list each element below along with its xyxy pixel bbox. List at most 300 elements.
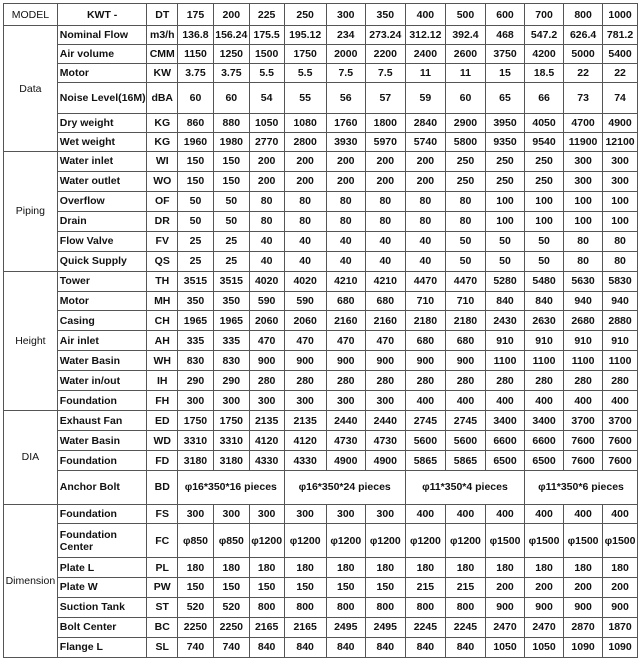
unit-label: QS <box>147 251 178 271</box>
item-label: Air inlet <box>57 331 147 351</box>
value-cell: 40 <box>249 231 284 251</box>
value-cell: 5830 <box>603 271 638 291</box>
value-cell: 3400 <box>486 411 525 431</box>
value-cell: 4210 <box>326 271 365 291</box>
unit-label: FD <box>147 451 178 471</box>
value-cell: 5480 <box>525 271 564 291</box>
value-cell: 2770 <box>249 133 284 152</box>
unit-label: ED <box>147 411 178 431</box>
value-cell: 80 <box>564 231 603 251</box>
value-cell: 136.8 <box>178 26 214 45</box>
value-cell: 11 <box>445 63 485 82</box>
value-cell: 250 <box>525 171 564 191</box>
value-cell: 4330 <box>284 451 326 471</box>
value-cell: 100 <box>486 211 525 231</box>
size-header: 400 <box>405 4 445 26</box>
value-cell: 3515 <box>213 271 249 291</box>
value-cell: 900 <box>486 597 525 617</box>
value-cell: 2470 <box>525 617 564 637</box>
value-cell: 150 <box>326 578 365 598</box>
value-cell: 2250 <box>213 617 249 637</box>
value-cell: 80 <box>326 211 365 231</box>
value-cell: 215 <box>405 578 445 598</box>
value-cell: 40 <box>326 231 365 251</box>
value-cell: 400 <box>405 504 445 524</box>
value-cell: 300 <box>365 391 405 411</box>
value-cell: 40 <box>405 231 445 251</box>
item-label: Flow Valve <box>57 231 147 251</box>
dimension-row <box>4 578 638 598</box>
kwt-header: KWT - <box>57 4 147 26</box>
value-cell: 2060 <box>284 311 326 331</box>
value-cell: 5400 <box>603 44 638 63</box>
value-cell: 1800 <box>365 114 405 133</box>
value-cell: 300 <box>284 504 326 524</box>
value-cell: 25 <box>213 231 249 251</box>
value-cell: 200 <box>326 151 365 171</box>
item-label: Tower <box>57 271 147 291</box>
height-row <box>4 311 638 331</box>
size-header: 800 <box>564 4 603 26</box>
value-cell: 50 <box>213 191 249 211</box>
size-header: 175 <box>178 4 214 26</box>
value-cell: 180 <box>213 558 249 578</box>
value-cell: 1750 <box>213 411 249 431</box>
item-label: Plate W <box>57 578 147 598</box>
dia-row <box>4 431 638 451</box>
value-cell: 1250 <box>213 44 249 63</box>
value-cell: 1080 <box>284 114 326 133</box>
value-cell: 80 <box>365 211 405 231</box>
dimension-row <box>4 558 638 578</box>
value-cell: 280 <box>405 371 445 391</box>
value-cell: 65 <box>486 82 525 113</box>
value-cell: 150 <box>284 578 326 598</box>
value-cell: 57 <box>365 82 405 113</box>
value-cell: 2000 <box>326 44 365 63</box>
value-cell: 200 <box>326 171 365 191</box>
value-cell: 5600 <box>405 431 445 451</box>
value-cell: 250 <box>445 151 485 171</box>
value-cell: 280 <box>284 371 326 391</box>
anchor-bolt-row <box>4 470 638 504</box>
value-cell: 5865 <box>405 451 445 471</box>
value-cell: 2180 <box>405 311 445 331</box>
value-cell: 910 <box>525 331 564 351</box>
value-cell: 470 <box>365 331 405 351</box>
value-cell: 830 <box>178 351 214 371</box>
data-row <box>4 82 638 113</box>
value-cell: 200 <box>284 151 326 171</box>
item-label: Motor <box>57 63 147 82</box>
value-cell: 4730 <box>326 431 365 451</box>
value-cell: 11900 <box>564 133 603 152</box>
value-cell: 2160 <box>326 311 365 331</box>
unit-label: dBA <box>147 82 178 113</box>
value-cell: 4120 <box>284 431 326 451</box>
value-cell: 200 <box>249 151 284 171</box>
data-row <box>4 114 638 133</box>
dimension-row <box>4 524 638 558</box>
value-cell: 3950 <box>486 114 525 133</box>
item-label: Foundation Center <box>57 524 147 558</box>
height-row <box>4 291 638 311</box>
unit-label: KW <box>147 63 178 82</box>
value-cell: 710 <box>445 291 485 311</box>
value-cell: 2135 <box>249 411 284 431</box>
height-row <box>4 391 638 411</box>
value-cell: 900 <box>249 351 284 371</box>
value-cell: 470 <box>326 331 365 351</box>
value-cell: 2745 <box>405 411 445 431</box>
value-cell: 900 <box>525 597 564 617</box>
value-cell: 1965 <box>213 311 249 331</box>
value-cell: 40 <box>365 251 405 271</box>
value-cell: 40 <box>405 251 445 271</box>
value-cell: 1980 <box>213 133 249 152</box>
height-row <box>4 371 638 391</box>
value-cell: 900 <box>405 351 445 371</box>
dimension-row <box>4 617 638 637</box>
value-cell: 4470 <box>405 271 445 291</box>
value-cell: 1100 <box>486 351 525 371</box>
value-cell: 280 <box>445 371 485 391</box>
dimension-row <box>4 504 638 524</box>
unit-label: BC <box>147 617 178 637</box>
value-cell: 2600 <box>445 44 485 63</box>
value-cell: φ1200 <box>249 524 284 558</box>
item-label: Quick Supply <box>57 251 147 271</box>
anchor-bolt-spec: φ16*350*16 pieces <box>178 470 285 504</box>
value-cell: 40 <box>365 231 405 251</box>
value-cell: 180 <box>365 558 405 578</box>
value-cell: 2440 <box>326 411 365 431</box>
value-cell: 4330 <box>249 451 284 471</box>
value-cell: 781.2 <box>603 26 638 45</box>
value-cell: 840 <box>249 637 284 657</box>
value-cell: 1760 <box>326 114 365 133</box>
value-cell: 6500 <box>525 451 564 471</box>
value-cell: 150 <box>178 151 214 171</box>
value-cell: 740 <box>213 637 249 657</box>
value-cell: 9540 <box>525 133 564 152</box>
value-cell: 830 <box>213 351 249 371</box>
piping-row <box>4 251 638 271</box>
value-cell: 2135 <box>284 411 326 431</box>
dia-row <box>4 411 638 431</box>
value-cell: 2430 <box>486 311 525 331</box>
value-cell: 80 <box>249 191 284 211</box>
value-cell: 11 <box>405 63 445 82</box>
value-cell: 200 <box>525 578 564 598</box>
value-cell: 22 <box>603 63 638 82</box>
value-cell: 680 <box>445 331 485 351</box>
value-cell: 680 <box>405 331 445 351</box>
size-header: 300 <box>326 4 365 26</box>
value-cell: 1870 <box>603 617 638 637</box>
value-cell: 2250 <box>178 617 214 637</box>
value-cell: 200 <box>486 578 525 598</box>
value-cell: 2400 <box>405 44 445 63</box>
value-cell: 300 <box>213 391 249 411</box>
unit-label: WD <box>147 431 178 451</box>
value-cell: 2495 <box>365 617 405 637</box>
value-cell: 2165 <box>249 617 284 637</box>
value-cell: 150 <box>213 578 249 598</box>
value-cell: 180 <box>326 558 365 578</box>
value-cell: 300 <box>365 504 405 524</box>
size-header: 200 <box>213 4 249 26</box>
item-label: Exhaust Fan <box>57 411 147 431</box>
item-label: Casing <box>57 311 147 331</box>
item-label: Water in/out <box>57 371 147 391</box>
value-cell: 250 <box>445 171 485 191</box>
item-label: Suction Tank <box>57 597 147 617</box>
unit-label: FV <box>147 231 178 251</box>
value-cell: 60 <box>213 82 249 113</box>
value-cell: 1050 <box>486 637 525 657</box>
item-label: Motor <box>57 291 147 311</box>
unit-label: FC <box>147 524 178 558</box>
value-cell: 840 <box>525 291 564 311</box>
value-cell: 7600 <box>603 451 638 471</box>
value-cell: 5740 <box>405 133 445 152</box>
value-cell: 400 <box>445 391 485 411</box>
value-cell: 3.75 <box>178 63 214 82</box>
value-cell: 910 <box>486 331 525 351</box>
value-cell: 900 <box>445 351 485 371</box>
value-cell: 5000 <box>564 44 603 63</box>
item-label: Nominal Flow <box>57 26 147 45</box>
value-cell: φ1500 <box>525 524 564 558</box>
unit-label: OF <box>147 191 178 211</box>
value-cell: 300 <box>249 391 284 411</box>
value-cell: 400 <box>564 504 603 524</box>
value-cell: 280 <box>365 371 405 391</box>
value-cell: 6500 <box>486 451 525 471</box>
value-cell: 3400 <box>525 411 564 431</box>
unit-label: WH <box>147 351 178 371</box>
item-label: Dry weight <box>57 114 147 133</box>
value-cell: 273.24 <box>365 26 405 45</box>
value-cell: 7.5 <box>365 63 405 82</box>
value-cell: 234 <box>326 26 365 45</box>
data-row <box>4 44 638 63</box>
value-cell: 2440 <box>365 411 405 431</box>
value-cell: 900 <box>284 351 326 371</box>
value-cell: 40 <box>249 251 284 271</box>
value-cell: 3310 <box>178 431 214 451</box>
value-cell: 300 <box>326 504 365 524</box>
unit-label: MH <box>147 291 178 311</box>
value-cell: 3310 <box>213 431 249 451</box>
value-cell: 50 <box>178 191 214 211</box>
value-cell: 800 <box>405 597 445 617</box>
value-cell: 4730 <box>365 431 405 451</box>
value-cell: 300 <box>564 171 603 191</box>
value-cell: 350 <box>213 291 249 311</box>
value-cell: 710 <box>405 291 445 311</box>
value-cell: 290 <box>213 371 249 391</box>
value-cell: 312.12 <box>405 26 445 45</box>
value-cell: 1150 <box>178 44 214 63</box>
value-cell: φ1200 <box>284 524 326 558</box>
value-cell: 900 <box>326 351 365 371</box>
piping-row <box>4 211 638 231</box>
value-cell: 5970 <box>365 133 405 152</box>
value-cell: 180 <box>603 558 638 578</box>
value-cell: 590 <box>249 291 284 311</box>
value-cell: 300 <box>284 391 326 411</box>
value-cell: φ1200 <box>365 524 405 558</box>
value-cell: 80 <box>405 211 445 231</box>
value-cell: 400 <box>486 391 525 411</box>
value-cell: 40 <box>284 231 326 251</box>
value-cell: 100 <box>564 211 603 231</box>
unit-label: CH <box>147 311 178 331</box>
value-cell: 100 <box>603 211 638 231</box>
value-cell: 250 <box>486 151 525 171</box>
value-cell: 1965 <box>178 311 214 331</box>
value-cell: 80 <box>365 191 405 211</box>
height-row <box>4 351 638 371</box>
value-cell: 860 <box>178 114 214 133</box>
value-cell: 180 <box>284 558 326 578</box>
unit-label: TH <box>147 271 178 291</box>
value-cell: 470 <box>249 331 284 351</box>
value-cell: 7600 <box>564 451 603 471</box>
value-cell: 300 <box>326 391 365 411</box>
value-cell: 50 <box>486 231 525 251</box>
value-cell: 180 <box>486 558 525 578</box>
value-cell: 200 <box>603 578 638 598</box>
item-label: Drain <box>57 211 147 231</box>
value-cell: 215 <box>445 578 485 598</box>
value-cell: 2630 <box>525 311 564 331</box>
value-cell: 4900 <box>326 451 365 471</box>
item-label: Plate L <box>57 558 147 578</box>
value-cell: 22 <box>564 63 603 82</box>
value-cell: 400 <box>405 391 445 411</box>
value-cell: 175.5 <box>249 26 284 45</box>
value-cell: 300 <box>564 151 603 171</box>
value-cell: 150 <box>213 171 249 191</box>
value-cell: 392.4 <box>445 26 485 45</box>
height-row <box>4 271 638 291</box>
item-label: Overflow <box>57 191 147 211</box>
anchor-bolt-spec: φ16*350*24 pieces <box>284 470 405 504</box>
value-cell: 5630 <box>564 271 603 291</box>
value-cell: 940 <box>564 291 603 311</box>
value-cell: 800 <box>445 597 485 617</box>
value-cell: 280 <box>486 371 525 391</box>
value-cell: 1090 <box>603 637 638 657</box>
value-cell: 50 <box>445 251 485 271</box>
value-cell: 840 <box>284 637 326 657</box>
value-cell: 2900 <box>445 114 485 133</box>
size-header: 225 <box>249 4 284 26</box>
height-row <box>4 331 638 351</box>
value-cell: 50 <box>213 211 249 231</box>
value-cell: 100 <box>525 211 564 231</box>
item-label: Wet weight <box>57 133 147 152</box>
value-cell: 2680 <box>564 311 603 331</box>
value-cell: 400 <box>486 504 525 524</box>
unit-label: KG <box>147 114 178 133</box>
value-cell: φ1500 <box>486 524 525 558</box>
value-cell: 300 <box>178 391 214 411</box>
value-cell: 59 <box>405 82 445 113</box>
value-cell: 400 <box>525 504 564 524</box>
value-cell: 50 <box>525 251 564 271</box>
value-cell: 2745 <box>445 411 485 431</box>
value-cell: 940 <box>603 291 638 311</box>
value-cell: 5.5 <box>284 63 326 82</box>
data-category-label: Data <box>4 26 58 152</box>
value-cell: φ1500 <box>603 524 638 558</box>
value-cell: 1100 <box>564 351 603 371</box>
dia-category-label: DIA <box>4 411 58 504</box>
dia-row <box>4 451 638 471</box>
height-category-label: Height <box>4 271 58 411</box>
value-cell: 6600 <box>486 431 525 451</box>
value-cell: 300 <box>213 504 249 524</box>
value-cell: 180 <box>445 558 485 578</box>
value-cell: 1100 <box>603 351 638 371</box>
value-cell: 250 <box>525 151 564 171</box>
dimension-row <box>4 637 638 657</box>
value-cell: 180 <box>405 558 445 578</box>
value-cell: 100 <box>525 191 564 211</box>
value-cell: 910 <box>603 331 638 351</box>
item-label: Water Basin <box>57 431 147 451</box>
value-cell: 800 <box>326 597 365 617</box>
value-cell: 40 <box>326 251 365 271</box>
value-cell: 200 <box>249 171 284 191</box>
value-cell: 7600 <box>564 431 603 451</box>
value-cell: 3700 <box>603 411 638 431</box>
value-cell: 470 <box>284 331 326 351</box>
value-cell: 4200 <box>525 44 564 63</box>
data-row <box>4 63 638 82</box>
value-cell: 74 <box>603 82 638 113</box>
value-cell: 195.12 <box>284 26 326 45</box>
value-cell: 180 <box>525 558 564 578</box>
item-label: Anchor Bolt <box>57 470 147 504</box>
unit-label: FS <box>147 504 178 524</box>
value-cell: 2880 <box>603 311 638 331</box>
piping-row <box>4 171 638 191</box>
value-cell: 840 <box>365 637 405 657</box>
value-cell: 100 <box>486 191 525 211</box>
value-cell: 150 <box>178 171 214 191</box>
value-cell: φ1500 <box>564 524 603 558</box>
unit-label: WO <box>147 171 178 191</box>
value-cell: 3700 <box>564 411 603 431</box>
value-cell: 100 <box>564 191 603 211</box>
piping-category-label: Piping <box>4 151 58 271</box>
value-cell: 3750 <box>486 44 525 63</box>
value-cell: 1500 <box>249 44 284 63</box>
value-cell: 200 <box>284 171 326 191</box>
value-cell: 520 <box>178 597 214 617</box>
unit-label: AH <box>147 331 178 351</box>
value-cell: 680 <box>365 291 405 311</box>
value-cell: 5865 <box>445 451 485 471</box>
unit-label: IH <box>147 371 178 391</box>
value-cell: 200 <box>405 171 445 191</box>
value-cell: φ1200 <box>405 524 445 558</box>
